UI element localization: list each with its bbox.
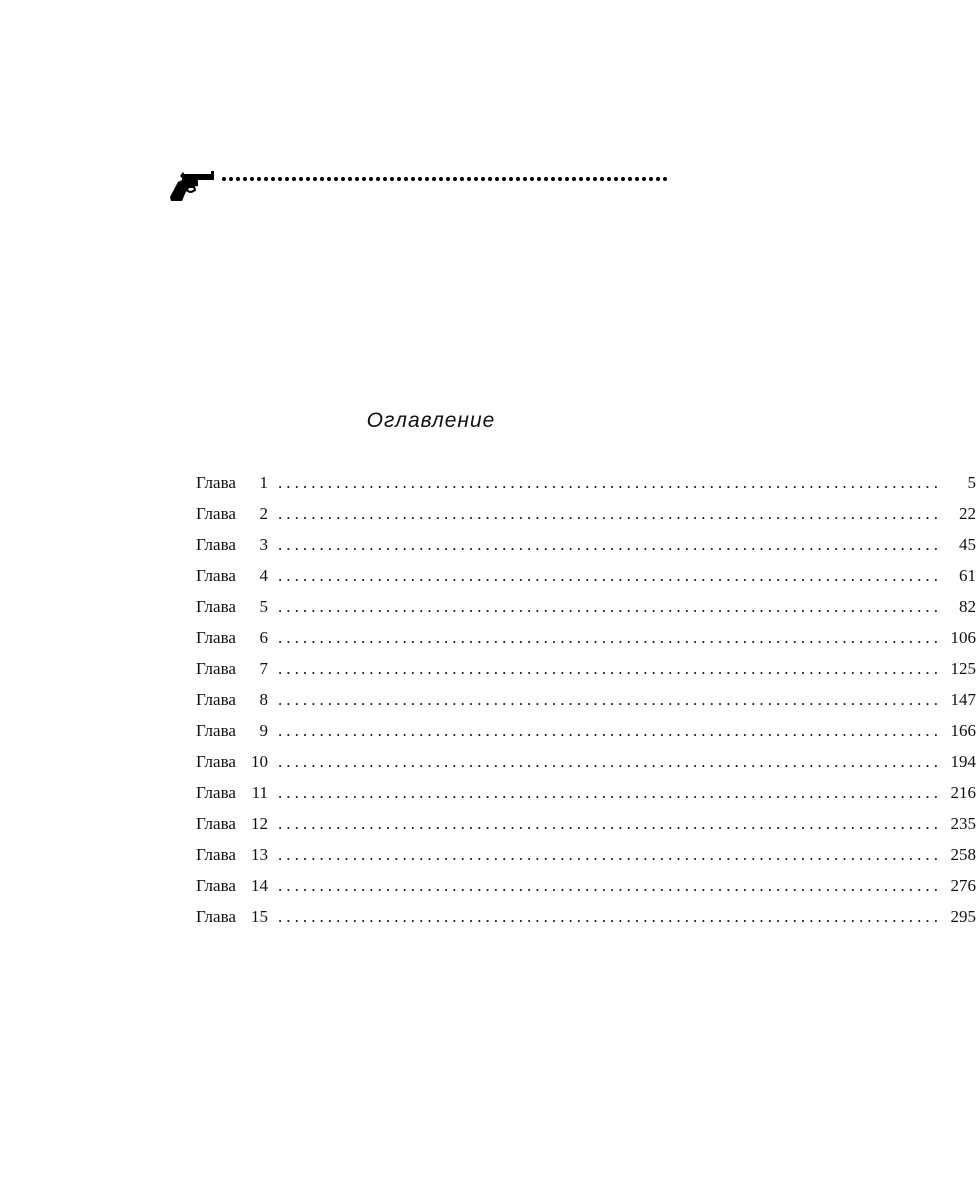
header-ornament (168, 168, 674, 204)
toc-entry (196, 498, 976, 529)
chapter-number: 9 (259, 721, 268, 740)
toc-entry (196, 622, 976, 653)
dotted-rule (220, 168, 674, 184)
chapter-number: 5 (259, 597, 268, 616)
toc-entry (196, 715, 976, 746)
chapter-label: Глава (196, 690, 236, 709)
dot-leader: ................................................................................ (278, 721, 942, 740)
chapter-number: 7 (259, 659, 268, 678)
dot-leader: ................................................................................ (278, 907, 942, 926)
toc-entry (196, 777, 976, 808)
chapter-label: Глава (196, 907, 236, 926)
table-of-contents (196, 467, 976, 932)
chapter-number: 6 (259, 628, 268, 647)
chapter-label: Глава (196, 535, 236, 554)
page-number: 125 (950, 659, 976, 678)
chapter-label: Глава (196, 814, 236, 833)
chapter-label: Глава (196, 597, 236, 616)
chapter-number: 1 (259, 473, 268, 492)
chapter-number: 10 (251, 752, 268, 771)
chapter-number: 14 (251, 876, 268, 895)
dot-leader: ................................................................................ (278, 566, 942, 585)
toc-entry (196, 870, 976, 901)
page-number: 106 (950, 628, 976, 647)
dot-leader: ................................................................................ (278, 504, 942, 523)
dot-leader: ................................................................................ (278, 628, 942, 647)
chapter-label: Глава (196, 628, 236, 647)
chapter-number: 2 (259, 504, 268, 523)
dot-leader: ................................................................................ (278, 659, 942, 678)
chapter-label: Глава (196, 721, 236, 740)
chapter-number: 13 (251, 845, 268, 864)
chapter-label: Глава (196, 845, 236, 864)
toc-entry (196, 653, 976, 684)
chapter-number: 4 (259, 566, 268, 585)
chapter-label: Глава (196, 752, 236, 771)
toc-entry (196, 839, 976, 870)
dot-leader: ................................................................................ (278, 690, 942, 709)
chapter-label: Глава (196, 876, 236, 895)
page-title: Оглавление (366, 409, 496, 432)
chapter-number: 15 (251, 907, 268, 926)
toc-entry (196, 684, 976, 715)
dot-leader: ................................................................................ (278, 535, 942, 554)
dot-leader: ................................................................................ (278, 783, 942, 802)
toc-entry (196, 560, 976, 591)
chapter-label: Глава (196, 473, 236, 492)
chapter-label: Глава (196, 783, 236, 802)
toc-entry (196, 529, 976, 560)
dot-leader: ................................................................................ (278, 597, 942, 616)
chapter-label: Глава (196, 566, 236, 585)
chapter-number: 3 (259, 535, 268, 554)
dot-leader: ................................................................................ (278, 876, 942, 895)
page-number: 194 (950, 752, 976, 771)
page-number: 22 (959, 504, 976, 523)
page-number: 82 (959, 597, 976, 616)
page-number: 166 (950, 721, 976, 740)
page-number: 61 (959, 566, 976, 585)
dot-leader: ................................................................................ (278, 814, 942, 833)
dot-leader: ................................................................................ (278, 845, 942, 864)
page-number: 258 (950, 845, 976, 864)
page-number: 45 (959, 535, 976, 554)
chapter-label: Глава (196, 504, 236, 523)
toc-entry (196, 591, 976, 622)
chapter-number: 8 (259, 690, 268, 709)
page-number: 235 (950, 814, 976, 833)
page-number: 295 (950, 907, 976, 926)
chapter-label: Глава (196, 659, 236, 678)
page-number: 147 (950, 690, 976, 709)
page-number: 276 (950, 876, 976, 895)
chapter-number: 12 (251, 814, 268, 833)
chapter-number: 11 (251, 783, 268, 802)
dot-leader: ................................................................................ (278, 473, 942, 492)
toc-entry (196, 467, 976, 498)
toc-entry (196, 746, 976, 777)
toc-entry (196, 901, 976, 932)
dot-leader: ................................................................................ (278, 752, 942, 771)
page-number: 5 (967, 473, 976, 492)
revolver-icon (168, 170, 218, 204)
page-number: 216 (950, 783, 976, 802)
toc-entry (196, 808, 976, 839)
